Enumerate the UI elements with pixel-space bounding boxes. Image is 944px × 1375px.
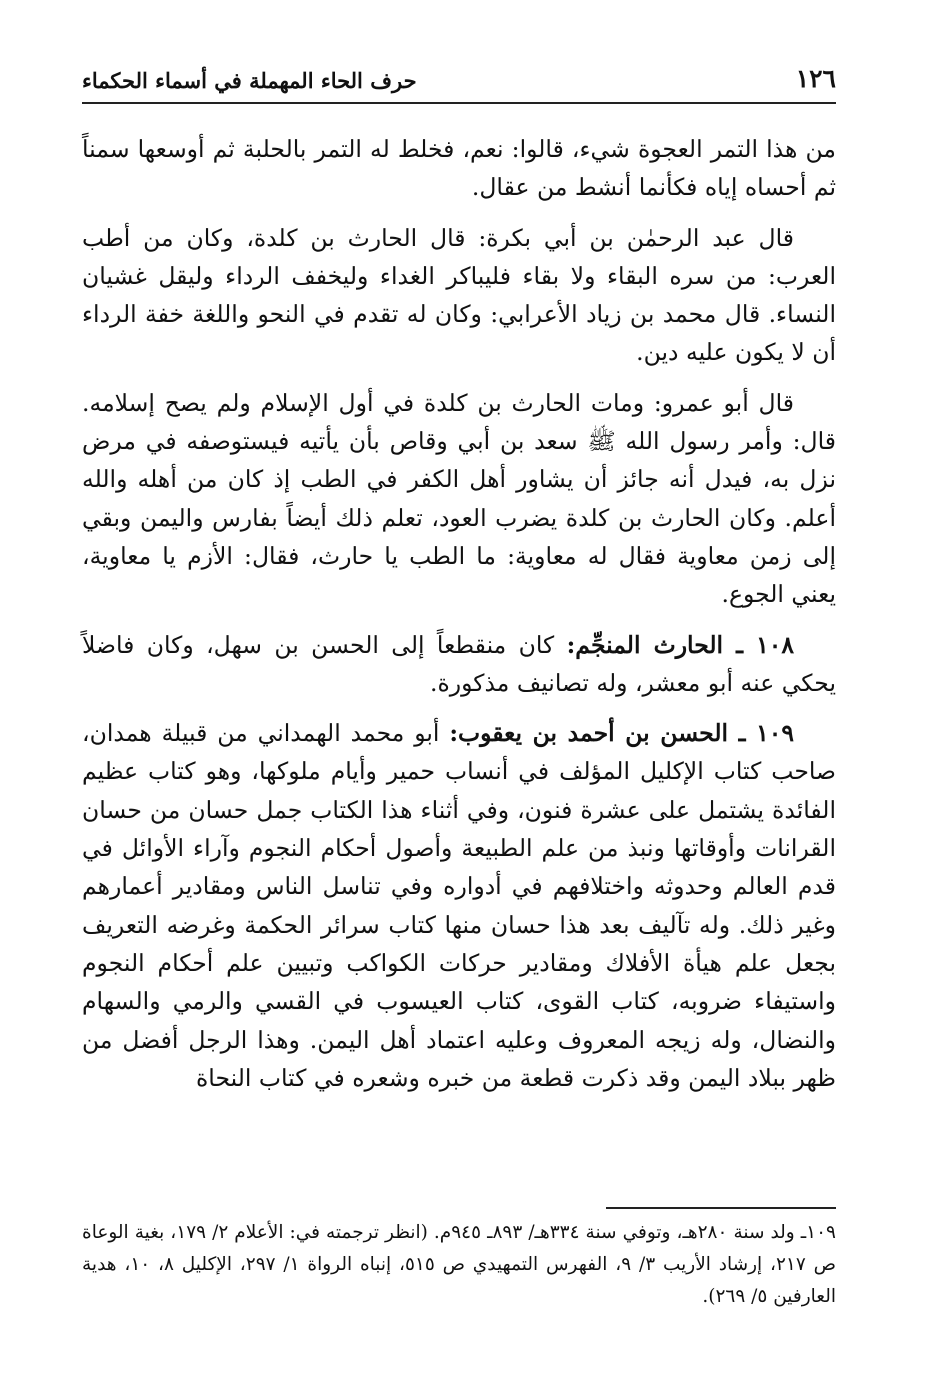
page-number: ١٢٦ (795, 64, 836, 93)
paragraph-continuation: من هذا التمر العجوة شيء، قالوا: نعم، فخلط له التمر بالحلبة ثم أوسعها سمناً ثم أحساه إياه فكأنما أنشط من عقال. (82, 135, 836, 202)
entry-109-heading: ١٠٩ ـ الحسن بن أحمد بن يعقوب: (449, 719, 794, 748)
paragraph-abu-amr: قال أبو عمرو: ومات الحارث بن كلدة في أول الإسلام ولم يصح إسلامه. قال: وأمر رسول الله ﷺ سعد بن أبي وقاص بأن يأتيه فيستوصفه في مرض نزل به، فيدل أنه جائز أن يشاور أهل الكفر في الطب إذ كان من أهله والله أعلم. وكان الحارث بن كلدة يضرب العود، تعلم ذلك أيضاً بفارس واليمن وبقي إلى زمن معاوية فقال له معاوية: ما الطب يا حارث، فقال: الأزم يا معاوية، يعني الجوع. (82, 388, 836, 609)
paragraph-ibn-abi-bakra: قال عبد الرحمٰن بن أبي بكرة: قال الحارث بن كلدة، وكان من أطب العرب: من سره البقاء ولا بقاء فليباكر الغداء وليخفف الرداء وليقل غشيان النساء. قال محمد بن زياد الأعرابي: وكان له تقدم في النحو واللغة خفة الرداء أن لا يكون عليه دين. (82, 223, 836, 367)
page-body (82, 130, 836, 1109)
entry-108-heading: ١٠٨ ـ الحارث المنجِّم: (566, 630, 794, 659)
footnotes (82, 1217, 836, 1313)
footnote-109: ١٠٩ـ ولد سنة ٢٨٠هـ، وتوفي سنة ٣٣٤هـ/ ٨٩٣ـ ٩٤٥م. (انظر ترجمته في: الأعلام ٢/ ١٧٩، بغية الوعاة ص ٢١٧، إرشاد الأريب ٣/ ٩، الفهرس التمهيدي ص ٥١٥، إنباه الرواة ١/ ٢٩٧، الإكليل ٨، ١٠، هدية العارفين ٥/ ٢٦٩). (82, 1222, 836, 1307)
footnote-separator (606, 1207, 836, 1209)
entry-109 (82, 714, 836, 1097)
running-title: حرف الحاء المهملة في أسماء الحكماء (82, 68, 417, 93)
entry-108 (82, 626, 836, 703)
entry-108-text: كان منقطعاً إلى الحسن بن سهل، وكان فاضلاً يحكي عنه أبو معشر، وله تصانيف مذكورة. (82, 630, 836, 697)
entry-109-text: أبو محمد الهمداني من قبيلة همدان، صاحب كتاب الإكليل المؤلف في أنساب حمير وأيام ملوكها، وهو كتاب عظيم الفائدة يشتمل على عشرة فنون، وفي أثناء هذا الكتاب جمل حسان من حسان القرانات وأوقاتها ونبذ من علم الطبيعة وأصول أحكام النجوم وآراء الأوائل في قدم العالم وحدوثه واختلافهم في أدواره وفي تناسل الناس ومقادير أعمارهم وغير ذلك. وله تآليف بعد هذا حسان منها كتاب سرائر الحكمة وغرضه التعريف بجعل علم هيأة الأفلاك ومقادير حركات الكواكب وتبيين علم أحكام النجوم واستيفاء ضروبه، كتاب القوى، كتاب العيسوب في القسي والرمي والسهام والنضال، وله زيجه المعروف وعليه اعتماد أهل اليمن. وهذا الرجل أفضل من ظهر ببلاد اليمن وقد ذكرت قطعة من خبره وشعره في كتاب النحاة (82, 719, 836, 1092)
page-header (82, 62, 836, 104)
